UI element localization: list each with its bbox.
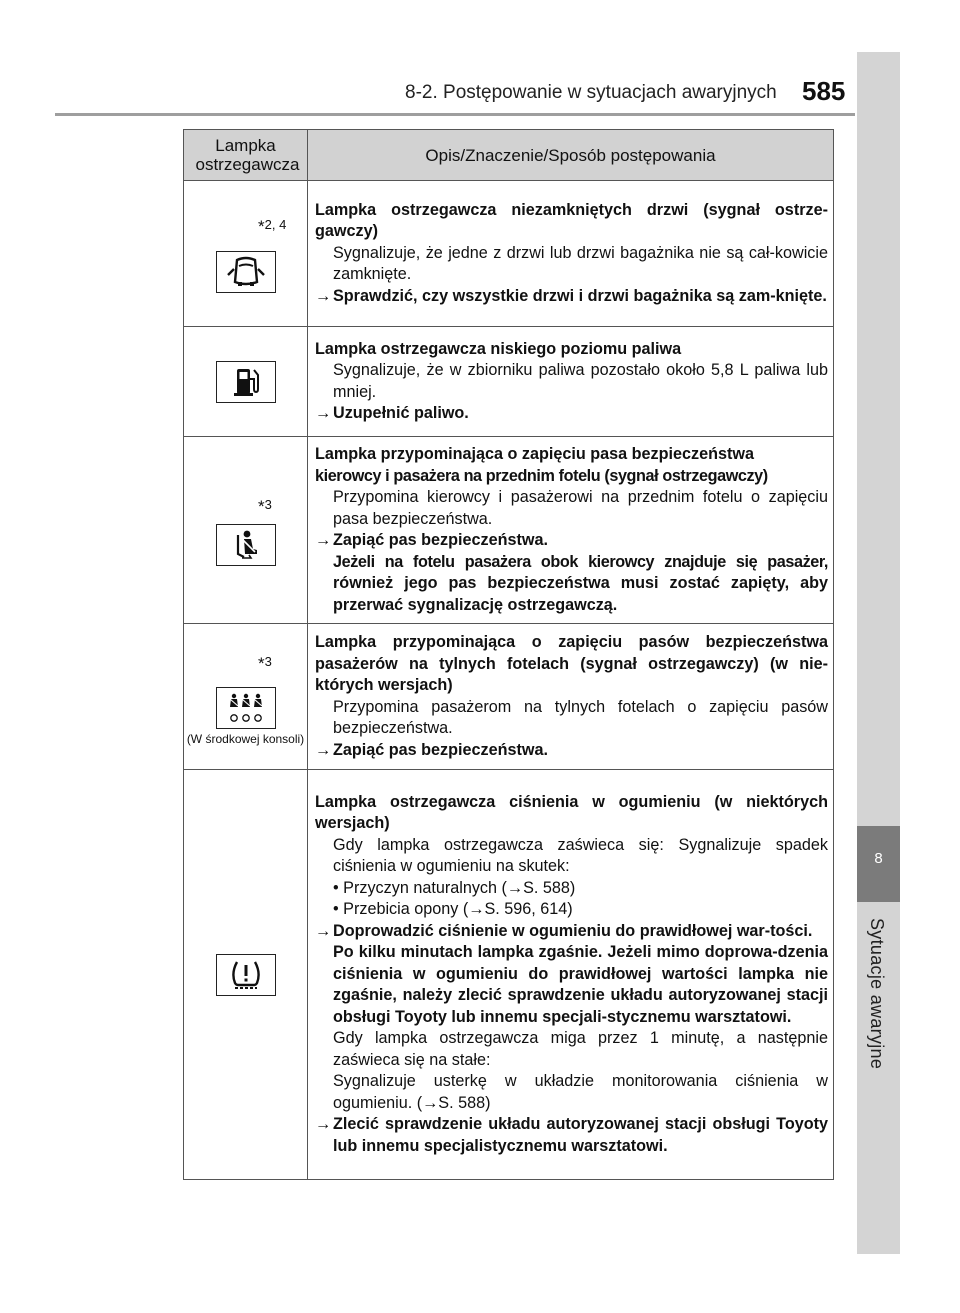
column-header-lamp: Lampka ostrzegawcza bbox=[184, 130, 308, 181]
warning-title: Lampka ostrzegawcza niezamkniętych drzwi (sygnał ostrze-gawczy) bbox=[315, 200, 828, 241]
page-reference-link[interactable]: S. 588 bbox=[523, 878, 570, 897]
warning-title: Lampka przypominająca o zapięciu pasa bezpieczeństwa kierowcy i pasażera na przednim fotelu (sygnał ostrzegawczy) bbox=[315, 445, 768, 485]
lamp-cell bbox=[184, 181, 308, 327]
warning-meaning: Gdy lampka ostrzegawcza zaświeca się: Sygnalizuje spadek ciśnienia w ogumieniu na skutek: bbox=[333, 835, 828, 876]
footnote-ref: *3 bbox=[258, 654, 272, 673]
page-reference-link[interactable]: S. 596, 614 bbox=[484, 900, 568, 919]
header-divider bbox=[55, 113, 855, 116]
table-row bbox=[184, 181, 834, 327]
lamp-cell bbox=[184, 327, 308, 437]
lamp-cell bbox=[184, 437, 308, 624]
table-row bbox=[184, 624, 834, 770]
fuel-pump-icon bbox=[216, 361, 276, 403]
warning-title: Lampka ostrzegawcza niskiego poziomu paliwa bbox=[315, 339, 682, 358]
table-header-row bbox=[184, 130, 834, 181]
warning-action: → Doprowadzić ciśnienie w ogumieniu do prawidłowej war-tości. bbox=[315, 921, 813, 940]
warning-meaning: Sygnalizuje, że jedne z drzwi lub drzwi bagażnika nie są cał-kowicie zamknięte. bbox=[333, 243, 828, 284]
footnote-ref: *2, 4 bbox=[258, 217, 287, 236]
lamp-cell bbox=[184, 624, 308, 770]
seatbelt-reminder-icon bbox=[216, 524, 276, 566]
warning-action: → Zapiąć pas bezpieczeństwa. bbox=[315, 740, 549, 759]
footnote-ref: *3 bbox=[258, 497, 272, 516]
rear-seatbelt-reminder-icon bbox=[216, 687, 276, 729]
table-row bbox=[184, 770, 834, 1180]
running-header: 8-2. Postępowanie w sytuacjach awaryjnych bbox=[405, 82, 777, 103]
lamp-cell bbox=[184, 770, 308, 1180]
warning-action: → Uzupełnić paliwo. bbox=[315, 404, 469, 422]
page-number: 585 bbox=[802, 76, 846, 106]
icon-caption: (W środkowej konsoli) bbox=[186, 732, 305, 746]
description-cell bbox=[308, 624, 834, 770]
warning-meaning: Przypomina kierowcy i pasażerowi na przednim fotelu o zapięciu pasa bezpieczeństwa. bbox=[333, 488, 828, 528]
description-cell bbox=[308, 437, 834, 624]
page-reference-link[interactable]: S. 588 bbox=[438, 1093, 486, 1112]
warning-meaning: Sygnalizuje, że w zbiorniku paliwa pozostało około 5,8 L paliwa lub mniej. bbox=[333, 361, 828, 401]
column-header-description: Opis/Znaczenie/Sposób postępowania bbox=[308, 130, 834, 181]
warning-title: Lampka przypominająca o zapięciu pasów bezpieczeństwa pasażerów na tylnych fotelach (sygnał ostrzegawczy) (w nie-których wersjach) bbox=[315, 633, 828, 694]
chapter-title: Sytuacje awaryjne bbox=[867, 918, 887, 1070]
table-row bbox=[184, 437, 834, 624]
chapter-side-tab bbox=[857, 52, 900, 1254]
warning-meaning: Sygnalizuje usterkę w układzie monitorowania ciśnienia w ogumieniu. (→S. 588) bbox=[333, 1072, 828, 1112]
warning-meaning: Przypomina pasażerom na tylnych fotelach o zapięciu pasów bezpieczeństwa. bbox=[333, 697, 828, 737]
warning-note: Po kilku minutach lampka zgaśnie. Jeżeli mimo doprowa-dzenia ciśnienia w ogumieniu do prawidłowej wartości lampka nie zgaśnie, należy zlecić sprawdzenie układu autoryzowanej stacji obsługi Toyoty lub innemu specjali-stycznemu warsztatowi. bbox=[333, 943, 828, 1026]
table-row bbox=[184, 327, 834, 437]
tire-pressure-warning-icon bbox=[216, 954, 276, 996]
description-cell bbox=[308, 327, 834, 437]
door-open-warning-icon bbox=[216, 251, 276, 293]
list-item: • Przyczyn naturalnych (→S. 588) bbox=[333, 878, 576, 897]
warning-lights-table bbox=[183, 129, 834, 1180]
warning-meaning: Gdy lampka ostrzegawcza miga przez 1 minutę, a następnie zaświeca się na stałe: bbox=[333, 1029, 828, 1069]
warning-note: Jeżeli na fotelu pasażera obok kierowcy znajduje się pasażer, również jego pas bezpieczeństwa musi zostać zapięty, aby przerwać sygnalizację ostrzegawczą. bbox=[333, 552, 828, 614]
description-cell bbox=[308, 770, 834, 1180]
warning-title: Lampka ostrzegawcza ciśnienia w ogumieniu (w niektórych wersjach) bbox=[315, 792, 828, 833]
chapter-number: 8 bbox=[874, 850, 883, 867]
description-cell bbox=[308, 181, 834, 327]
warning-action: → Zlecić sprawdzenie układu autoryzowanej stacji obsługi Toyoty lub innemu specjalistycznemu warsztatowi. bbox=[315, 1115, 828, 1155]
warning-action: → Sprawdzić, czy wszystkie drzwi i drzwi bagażnika są zam-knięte. bbox=[315, 286, 827, 305]
warning-action: → Zapiąć pas bezpieczeństwa. bbox=[315, 531, 549, 549]
list-item: • Przebicia opony (→S. 596, 614) bbox=[333, 900, 573, 919]
